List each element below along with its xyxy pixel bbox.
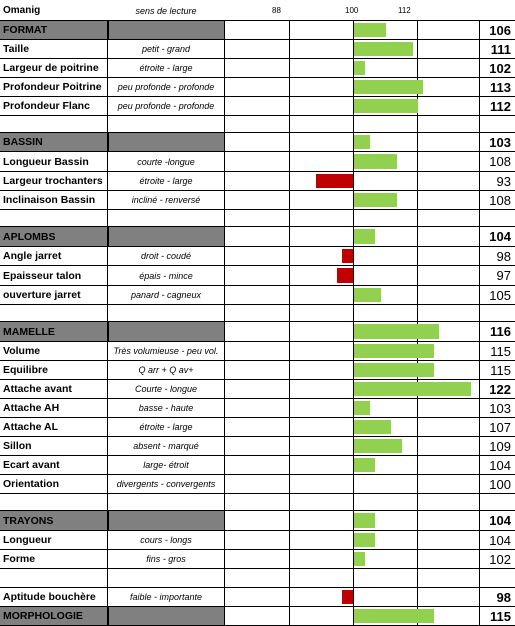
trait-label-morphologie: MORPHOLOGIE	[0, 606, 108, 625]
axis-line	[289, 322, 290, 341]
bar-cell	[224, 530, 480, 549]
bar-cell	[224, 171, 480, 190]
score-bar	[342, 249, 353, 263]
score-value: 115	[480, 360, 515, 379]
trait-row	[0, 474, 515, 493]
axis-line	[417, 456, 418, 474]
trait-row	[0, 151, 515, 171]
trait-label-equilibre: Equilibre	[0, 360, 108, 379]
bar-cell	[224, 132, 480, 151]
tick-area	[224, 0, 480, 20]
score-bar	[354, 513, 375, 528]
reading-sense	[108, 321, 224, 341]
axis-line	[289, 475, 290, 493]
bar-cell	[224, 20, 480, 39]
trait-row	[0, 96, 515, 115]
reading-sense: courte -longue	[108, 151, 224, 171]
score-value: 98	[480, 246, 515, 265]
trait-label-aptitude-bouchere: Aptitude bouchère	[0, 587, 108, 606]
trait-label-angle-jarret: Angle jarret	[0, 246, 108, 265]
score-bar	[354, 344, 434, 358]
score-value: 113	[480, 77, 515, 96]
axis-line	[417, 588, 418, 606]
bar-cell	[224, 360, 480, 379]
axis-line	[417, 494, 418, 510]
bar-cell	[224, 96, 480, 115]
axis-line	[289, 550, 290, 568]
axis-line	[289, 342, 290, 360]
trait-label-inclinaison-bassin: Inclinaison Bassin	[0, 190, 108, 209]
reading-sense: divergents - convergents	[108, 474, 224, 493]
trait-label-largeur-de-poitrine: Largeur de poitrine	[0, 58, 108, 77]
trait-label-longueur-bassin: Longueur Bassin	[0, 151, 108, 171]
reading-sense: étroite - large	[108, 417, 224, 436]
score-bar	[354, 363, 434, 377]
bar-cell	[224, 341, 480, 360]
reading-sense	[108, 226, 224, 246]
reading-sense	[108, 20, 224, 39]
axis-line	[289, 380, 290, 398]
tick-label-88: 88	[272, 6, 281, 15]
section-header-row	[0, 606, 515, 625]
score-bar	[354, 458, 375, 472]
trait-row	[0, 360, 515, 379]
reading-sense: fins - gros	[108, 549, 224, 568]
score-bar	[354, 533, 375, 547]
score-bar	[342, 590, 353, 604]
bar-cell	[224, 568, 480, 587]
reading-sense: panard - cagneux	[108, 285, 224, 304]
score-value: 105	[480, 285, 515, 304]
axis-line	[353, 247, 354, 265]
bar-cell	[224, 265, 480, 285]
axis-line	[417, 116, 418, 132]
score-value: 112	[480, 96, 515, 115]
trait-label-sillon: Sillon	[0, 436, 108, 455]
trait-label-aplombs: APLOMBS	[0, 226, 108, 246]
trait-row	[0, 285, 515, 304]
axis-line	[353, 116, 354, 132]
score-value: 115	[480, 341, 515, 360]
axis-line	[417, 531, 418, 549]
score-value: 102	[480, 58, 515, 77]
trait-label-trayons: TRAYONS	[0, 510, 108, 530]
score-value: 104	[480, 530, 515, 549]
reading-sense: étroite - large	[108, 171, 224, 190]
reading-sense: incliné - renversé	[108, 190, 224, 209]
axis-line	[289, 133, 290, 151]
reading-sense: petit - grand	[108, 39, 224, 58]
trait-label-largeur-trochanters: Largeur trochanters	[0, 171, 108, 190]
trait-label-epaisseur-talon: Epaisseur talon	[0, 265, 108, 285]
trait-row	[0, 398, 515, 417]
axis-line	[353, 569, 354, 587]
axis-line	[417, 152, 418, 171]
trait-row	[0, 417, 515, 436]
axis-line	[417, 210, 418, 226]
axis-line	[417, 511, 418, 530]
axis-line	[289, 152, 290, 171]
bar-cell	[224, 77, 480, 96]
axis-line	[289, 21, 290, 39]
score-value: 116	[480, 321, 515, 341]
axis-line	[417, 227, 418, 246]
trait-row	[0, 530, 515, 549]
score-value: 108	[480, 190, 515, 209]
score-bar	[354, 324, 439, 339]
axis-line	[353, 266, 354, 285]
axis-line	[289, 40, 290, 58]
axis-line	[417, 569, 418, 587]
score-bar	[316, 174, 353, 188]
reading-sense: peu profonde - profonde	[108, 96, 224, 115]
axis-line	[289, 78, 290, 96]
score-bar	[354, 80, 423, 94]
sense-header-label: sens de lecture	[135, 6, 197, 16]
score-bar	[354, 135, 370, 149]
axis-line	[417, 437, 418, 455]
bar-cell	[224, 606, 480, 625]
reading-sense	[108, 132, 224, 151]
trait-label-attache-avant: Attache avant	[0, 379, 108, 398]
score-value: 111	[480, 39, 515, 58]
tick-label-112: 112	[398, 6, 411, 15]
score-bar	[354, 99, 418, 113]
reading-sense: Très volumieuse - peu vol.	[108, 341, 224, 360]
trait-row	[0, 549, 515, 568]
score-bar	[354, 154, 397, 169]
axis-line	[289, 191, 290, 209]
trait-label-ouverture-jarret: ouverture jarret	[0, 285, 108, 304]
reading-sense: basse - haute	[108, 398, 224, 417]
axis-line	[289, 607, 290, 625]
axis-line	[289, 456, 290, 474]
section-header-row	[0, 321, 515, 341]
trait-label-attache-al: Attache AL	[0, 417, 108, 436]
trait-label-attache-ah: Attache AH	[0, 398, 108, 417]
table-header-row	[0, 0, 515, 20]
trait-label-profondeur-poitrine: Profondeur Poitrine	[0, 77, 108, 96]
axis-line	[289, 531, 290, 549]
axis-line	[417, 399, 418, 417]
bar-cell	[224, 285, 480, 304]
spacer-row	[0, 115, 515, 132]
axis-line	[289, 266, 290, 285]
score-bar	[354, 439, 402, 453]
axis-line	[289, 59, 290, 77]
score-bar	[354, 42, 413, 56]
reading-sense: faible - importante	[108, 587, 224, 606]
spacer-row	[0, 568, 515, 587]
axis-line	[289, 569, 290, 587]
trait-label-mamelle: MAMELLE	[0, 321, 108, 341]
axis-line	[289, 247, 290, 265]
trait-row	[0, 379, 515, 398]
section-header-row	[0, 510, 515, 530]
axis-line	[353, 588, 354, 606]
bar-cell	[224, 587, 480, 606]
reading-sense: droit - coudé	[108, 246, 224, 265]
trait-label-volume: Volume	[0, 341, 108, 360]
trait-row	[0, 341, 515, 360]
trait-label-format: FORMAT	[0, 20, 108, 39]
bar-cell	[224, 226, 480, 246]
axis-line	[353, 475, 354, 493]
reading-sense: peu profonde - profonde	[108, 77, 224, 96]
trait-row	[0, 436, 515, 455]
bar-cell	[224, 549, 480, 568]
score-bar	[354, 420, 391, 434]
trait-label-longueur: Longueur	[0, 530, 108, 549]
trait-row	[0, 246, 515, 265]
axis-line	[417, 475, 418, 493]
axis-line	[417, 305, 418, 321]
trait-row	[0, 265, 515, 285]
axis-line	[289, 116, 290, 132]
score-bar	[354, 229, 375, 244]
axis-line	[289, 588, 290, 606]
axis-line	[289, 361, 290, 379]
axis-line	[417, 418, 418, 436]
trait-row	[0, 39, 515, 58]
trait-row	[0, 587, 515, 606]
spacer-row	[0, 209, 515, 226]
score-value: 104	[480, 510, 515, 530]
score-value: 107	[480, 417, 515, 436]
axis-line	[289, 210, 290, 226]
reading-sense	[108, 606, 224, 625]
score-value: 108	[480, 151, 515, 171]
score-bar	[354, 288, 381, 302]
score-value: 103	[480, 398, 515, 417]
score-bar	[354, 193, 397, 207]
score-bar	[354, 61, 365, 75]
section-header-row	[0, 132, 515, 151]
bar-cell	[224, 455, 480, 474]
reading-sense: étroite - large	[108, 58, 224, 77]
score-bar	[337, 268, 353, 283]
axis-line	[417, 59, 418, 77]
axis-line	[289, 399, 290, 417]
axis-line	[289, 418, 290, 436]
axis-line	[417, 21, 418, 39]
bar-cell	[224, 510, 480, 530]
axis-line	[417, 266, 418, 285]
bar-cell	[224, 39, 480, 58]
bar-cell	[224, 321, 480, 341]
axis-line	[417, 172, 418, 190]
trait-label-orientation: Orientation	[0, 474, 108, 493]
score-value: 104	[480, 226, 515, 246]
score-value: 122	[480, 379, 515, 398]
axis-line	[289, 172, 290, 190]
bar-cell	[224, 304, 480, 321]
score-value: 93	[480, 171, 515, 190]
section-header-row	[0, 20, 515, 39]
bar-cell	[224, 379, 480, 398]
axis-line	[417, 40, 418, 58]
axis-line	[289, 305, 290, 321]
axis-line	[417, 550, 418, 568]
score-value: 106	[480, 20, 515, 39]
title-label: Omanig	[3, 5, 41, 16]
trait-label-bassin: BASSIN	[0, 132, 108, 151]
bar-cell	[224, 115, 480, 132]
bar-cell	[224, 246, 480, 265]
axis-line	[353, 494, 354, 510]
axis-line	[289, 286, 290, 304]
bar-cell	[224, 436, 480, 455]
axis-line	[289, 437, 290, 455]
section-header-row	[0, 226, 515, 246]
axis-line	[417, 247, 418, 265]
score-value: 102	[480, 549, 515, 568]
bar-cell	[224, 417, 480, 436]
bar-cell	[224, 151, 480, 171]
axis-line	[289, 494, 290, 510]
bar-cell	[224, 190, 480, 209]
axis-line	[289, 511, 290, 530]
score-value: 115	[480, 606, 515, 625]
score-bar	[354, 382, 471, 396]
trait-row	[0, 77, 515, 96]
score-value: 109	[480, 436, 515, 455]
spacer-row	[0, 304, 515, 321]
trait-row	[0, 455, 515, 474]
axis-line	[289, 97, 290, 115]
trait-label-taille: Taille	[0, 39, 108, 58]
score-bar	[354, 401, 370, 415]
score-value: 97	[480, 265, 515, 285]
reading-sense: Courte - longue	[108, 379, 224, 398]
reading-sense: Q arr + Q av+	[108, 360, 224, 379]
bar-cell	[224, 493, 480, 510]
trait-row	[0, 190, 515, 209]
reading-sense: épais - mince	[108, 265, 224, 285]
trait-row	[0, 171, 515, 190]
axis-line	[289, 227, 290, 246]
reading-sense: cours - longs	[108, 530, 224, 549]
score-value: 98	[480, 587, 515, 606]
axis-line	[417, 286, 418, 304]
score-value: 104	[480, 455, 515, 474]
score-bar	[354, 23, 386, 37]
axis-line	[353, 305, 354, 321]
spacer-row	[0, 493, 515, 510]
score-value: 103	[480, 132, 515, 151]
reading-sense: large- étroit	[108, 455, 224, 474]
bar-cell	[224, 209, 480, 226]
bar-cell	[224, 474, 480, 493]
trait-label-profondeur-flanc: Profondeur Flanc	[0, 96, 108, 115]
reading-sense	[108, 510, 224, 530]
score-value: 100	[480, 474, 515, 493]
axis-line	[417, 191, 418, 209]
score-bar	[354, 609, 434, 623]
axis-line	[353, 210, 354, 226]
bar-cell	[224, 398, 480, 417]
bar-cell	[224, 58, 480, 77]
axis-line	[353, 172, 354, 190]
tick-label-100: 100	[345, 6, 359, 15]
trait-label-ecart-avant: Ecart avant	[0, 455, 108, 474]
reading-sense: absent - marqué	[108, 436, 224, 455]
axis-line	[417, 133, 418, 151]
trait-row	[0, 58, 515, 77]
trait-label-forme: Forme	[0, 549, 108, 568]
score-bar	[354, 552, 365, 566]
